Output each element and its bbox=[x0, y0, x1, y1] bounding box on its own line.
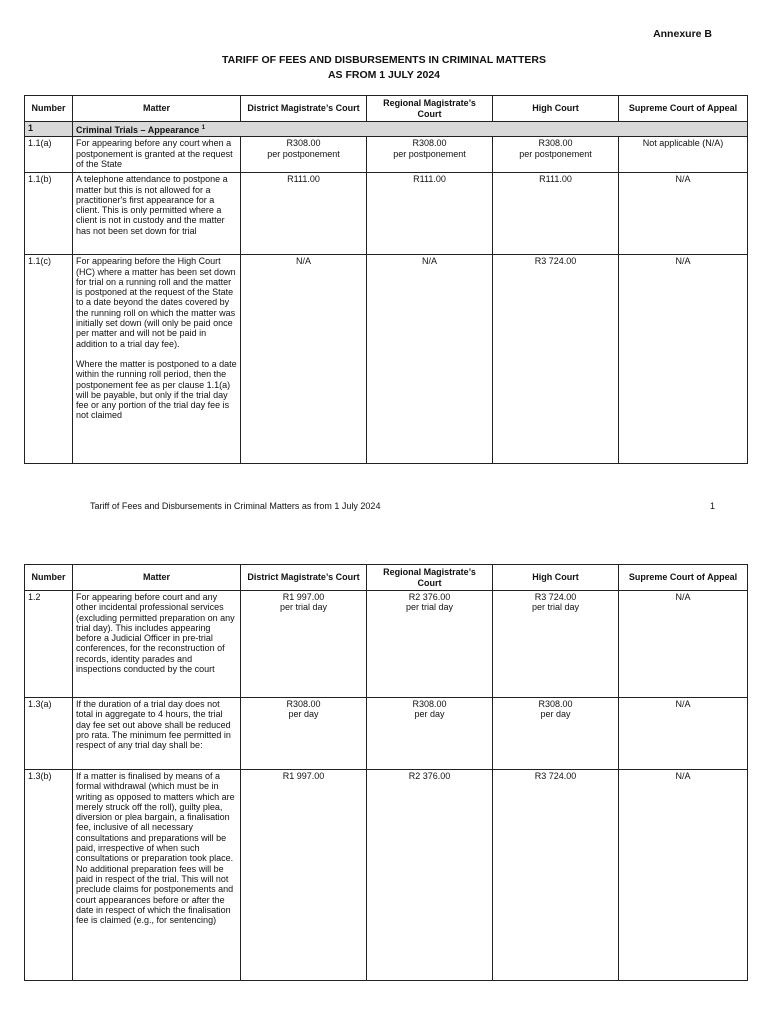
district-fee-cell bbox=[241, 137, 367, 173]
high-fee: R308.00 bbox=[538, 138, 573, 149]
row-matter: A telephone attendance to postpone a matter but this is not allowed for a practitioner's first appearance for a client. This is only permitted where a client is not in custody and the matter has not been set down for trial bbox=[73, 173, 241, 255]
row-number: 1.1(c) bbox=[25, 255, 73, 464]
tariff-table-page2 bbox=[24, 564, 748, 981]
regional-fee-cell bbox=[367, 591, 493, 698]
header-high: High Court bbox=[493, 565, 619, 591]
regional-fee-cell bbox=[367, 137, 493, 173]
regional-fee: R111.00 bbox=[367, 173, 493, 255]
section-footnote: 1 bbox=[201, 125, 206, 131]
row-matter-paragraph: Where the matter is postponed to a date within the running roll period, then the postponement fee as per clause 1.1(a) will be payable, but only if the trial day fee or any portion of the trial day fee is not claimed bbox=[76, 358, 237, 421]
high-fee: R3 724.00 bbox=[493, 255, 619, 464]
row-matter-paragraph: For appearing before the High Court (HC) where a matter has been set down for trial on a running roll and the matter is postponed at the request of the State to a date beyond the dates covered by the running roll on which the matter was initially set down (will only be paid once per matter and will not be paid in addition to a trial day fee). bbox=[76, 256, 236, 349]
district-fee: R1 997.00 bbox=[282, 592, 325, 602]
supreme-fee: Not applicable (N/A) bbox=[642, 138, 724, 149]
supreme-fee-cell bbox=[619, 137, 748, 173]
district-fee: R1 997.00 bbox=[241, 770, 367, 981]
regional-fee: R308.00 bbox=[412, 138, 447, 149]
regional-fee: R2 376.00 bbox=[367, 770, 493, 981]
supreme-fee: N/A bbox=[619, 255, 748, 464]
high-fee-unit: per postponement bbox=[519, 148, 592, 159]
high-fee: R111.00 bbox=[493, 173, 619, 255]
row-matter: If a matter is finalised by means of a formal withdrawal (which must be in writing as opposed to matters which are merely struck off the roll), guilty plea, diversion or plea bargain, a finalisation fee, inclusive of all necessary consultations and preparations will be paid, irrespective of when such consultations or preparation took place. No additional preparation fees will be paid in respect of the trial. This will not preclude claims for postponements and court appearances before or after the date in respect of which the finalisation fee is claimed (e.g., for sentencing) bbox=[73, 770, 241, 981]
high-fee: R3 724.00 bbox=[493, 770, 619, 981]
district-fee-unit: per postponement bbox=[267, 148, 340, 159]
row-matter: For appearing before court and any other incidental professional services (excluding permitted preparation on any trial day). This includes appearing before a Judicial Officer in pre-trial conferences, for the reconstruction of records, identity parades and inspections conducted by the court bbox=[73, 591, 241, 698]
table-row bbox=[25, 255, 748, 464]
header-high: High Court bbox=[493, 96, 619, 122]
page-footer: Tariff of Fees and Disbursements in Criminal Matters as from 1 July 2024 bbox=[90, 501, 381, 511]
header-matter: Matter bbox=[73, 96, 241, 122]
regional-fee: R308.00 bbox=[412, 699, 447, 709]
regional-fee: N/A bbox=[367, 255, 493, 464]
header-district: District Magistrate’s Court bbox=[241, 565, 367, 591]
regional-fee-unit: per trial day bbox=[405, 602, 454, 613]
row-number: 1.2 bbox=[25, 591, 73, 698]
header-supreme: Supreme Court of Appeal bbox=[619, 565, 748, 591]
annexure-label: Annexure B bbox=[653, 28, 712, 40]
table-row bbox=[25, 698, 748, 770]
high-fee-cell bbox=[493, 137, 619, 173]
regional-fee-cell bbox=[367, 698, 493, 770]
row-matter: If the duration of a trial day does not total in aggregate to 4 hours, the trial day fee set out above shall be reduced pro rata. The minimum fee permitted in respect of any trial day shall be: bbox=[73, 698, 241, 770]
district-fee-unit: per day bbox=[288, 709, 319, 720]
row-matter-cell bbox=[73, 255, 241, 464]
high-fee: R308.00 bbox=[538, 699, 573, 709]
page-title: TARIFF OF FEES AND DISBURSEMENTS IN CRIMINAL MATTERS bbox=[222, 54, 546, 66]
district-fee: R308.00 bbox=[286, 699, 321, 709]
supreme-fee: N/A bbox=[619, 173, 748, 255]
section-row bbox=[25, 122, 748, 137]
regional-fee: R2 376.00 bbox=[408, 592, 451, 602]
supreme-fee: N/A bbox=[619, 698, 748, 770]
page-subtitle: AS FROM 1 JULY 2024 bbox=[327, 69, 441, 81]
row-number: 1.1(b) bbox=[25, 173, 73, 255]
district-fee-cell bbox=[241, 591, 367, 698]
district-fee-cell bbox=[241, 698, 367, 770]
header-supreme: Supreme Court of Appeal bbox=[619, 96, 748, 122]
district-fee: R111.00 bbox=[241, 173, 367, 255]
table-header-row bbox=[25, 565, 748, 591]
high-fee-unit: per day bbox=[540, 709, 571, 720]
section-number: 1 bbox=[25, 122, 73, 137]
row-number: 1.3(b) bbox=[25, 770, 73, 981]
table-row bbox=[25, 770, 748, 981]
header-regional: Regional Magistrate’s Court bbox=[367, 96, 493, 122]
table-row bbox=[25, 591, 748, 698]
high-fee-cell bbox=[493, 591, 619, 698]
high-fee-unit: per trial day bbox=[531, 602, 580, 613]
section-title-cell bbox=[73, 122, 748, 137]
district-fee-unit: per trial day bbox=[279, 602, 328, 613]
table-header-row bbox=[25, 96, 748, 122]
supreme-fee: N/A bbox=[619, 770, 748, 981]
regional-fee-unit: per postponement bbox=[393, 148, 466, 159]
header-regional: Regional Magistrate’s Court bbox=[367, 565, 493, 591]
header-matter: Matter bbox=[73, 565, 241, 591]
regional-fee-unit: per day bbox=[414, 709, 445, 720]
supreme-fee: N/A bbox=[619, 591, 748, 698]
row-number: 1.3(a) bbox=[25, 698, 73, 770]
tariff-table-page1 bbox=[24, 95, 748, 464]
row-number: 1.1(a) bbox=[25, 137, 73, 173]
row-matter: For appearing before any court when a postponement is granted at the request of the State bbox=[73, 137, 241, 173]
high-fee-cell bbox=[493, 698, 619, 770]
high-fee: R3 724.00 bbox=[534, 592, 577, 602]
district-fee: N/A bbox=[241, 255, 367, 464]
table-row bbox=[25, 173, 748, 255]
section-title: Criminal Trials – Appearance bbox=[76, 125, 200, 135]
district-fee: R308.00 bbox=[286, 138, 321, 149]
header-number: Number bbox=[25, 565, 73, 591]
page-number: 1 bbox=[710, 501, 716, 511]
header-district: District Magistrate’s Court bbox=[241, 96, 367, 122]
table-row bbox=[25, 137, 748, 173]
header-number: Number bbox=[25, 96, 73, 122]
